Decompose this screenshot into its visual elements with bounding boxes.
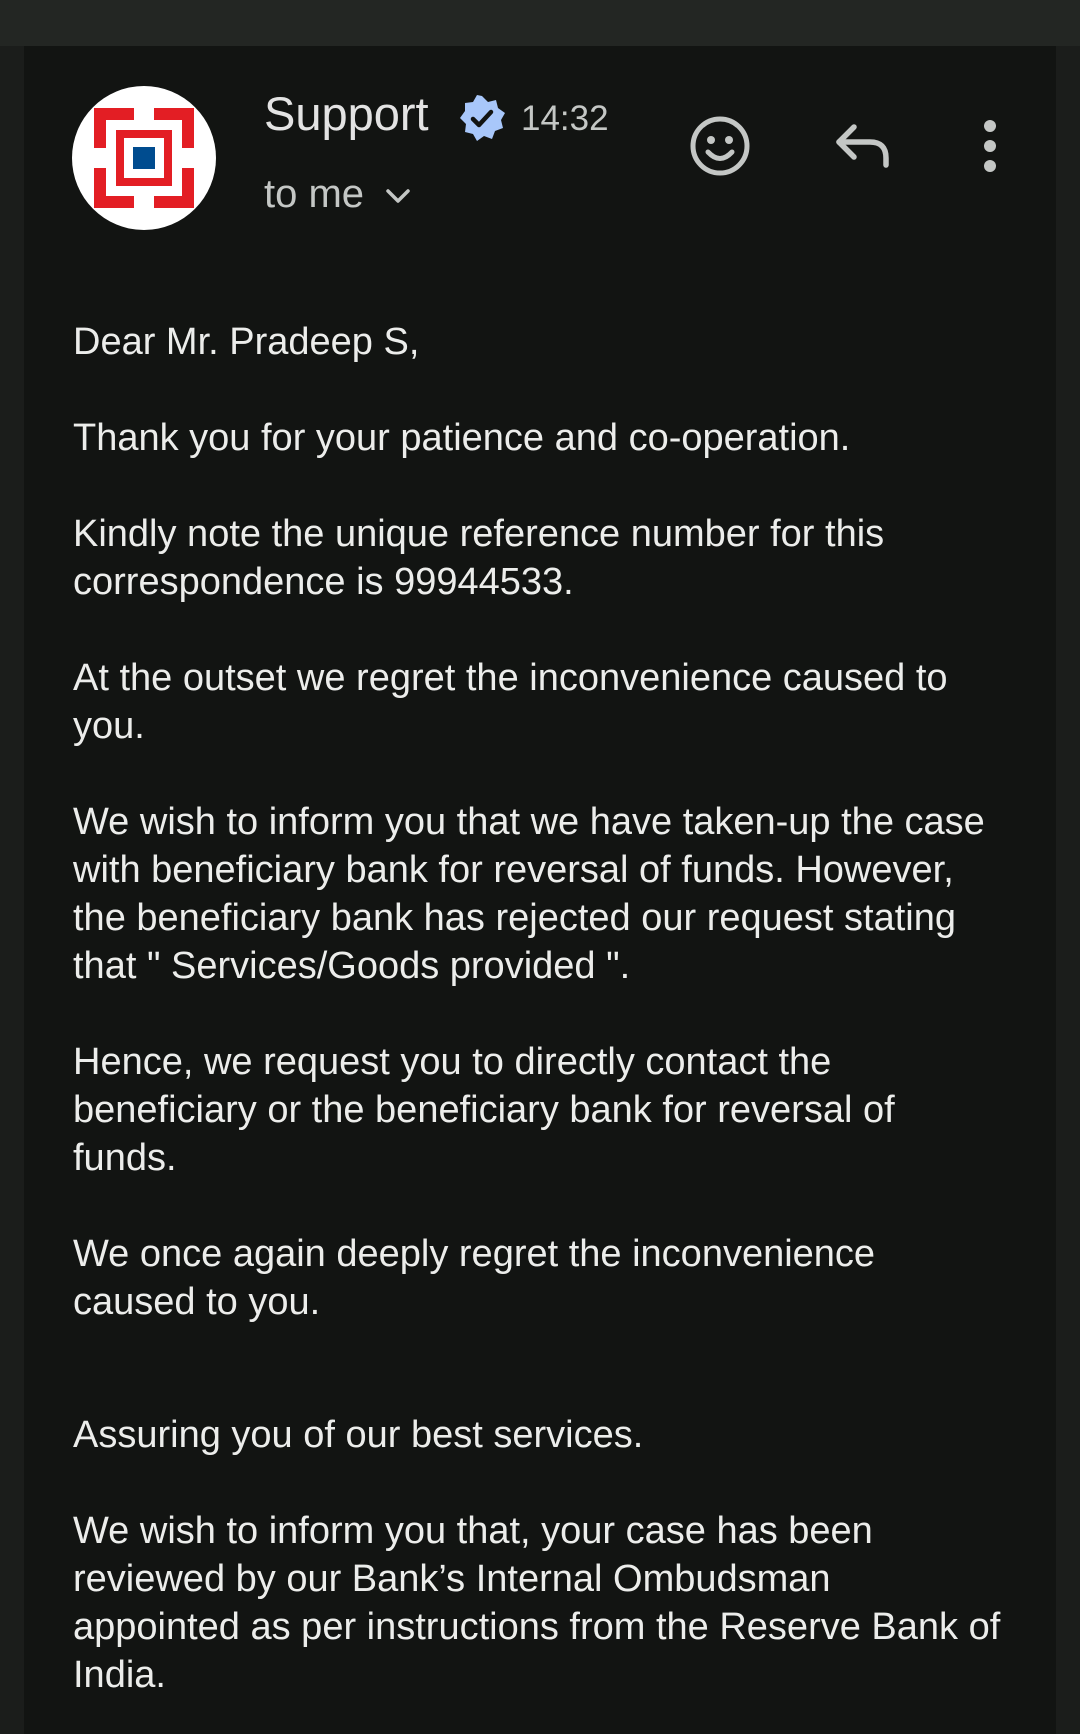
smiley-icon	[689, 115, 751, 177]
reply-button[interactable]	[824, 106, 904, 186]
paragraph-contact-beneficiary: Hence, we request you to directly contact the beneficiary or the beneficiary bank for reversal of funds.	[73, 1041, 895, 1179]
paragraph-regret: At the outset we regret the inconvenience caused to you.	[73, 657, 948, 747]
paragraph-beneficiary-rejection: We wish to inform you that we have taken-up the case with beneficiary bank for reversal of funds. However, the beneficiary bank has rejected our request stating that " Services/Goods provided ".	[73, 801, 985, 987]
paragraph-thanks: Thank you for your patience and co-operation.	[73, 417, 851, 459]
reply-icon	[834, 121, 894, 171]
email-time: 14:32	[521, 99, 609, 138]
paragraph-reference-number: Kindly note the unique reference number for this correspondence is 99944533.	[73, 513, 885, 603]
paragraph-regret-again: We once again deeply regret the inconvenience caused to you.	[73, 1233, 876, 1323]
paragraph-assurance: Assuring you of our best services.	[73, 1414, 644, 1456]
more-options-button[interactable]	[950, 106, 1030, 186]
bank-logo	[94, 108, 194, 208]
top-app-bar	[0, 0, 1080, 46]
recipient-label: to me	[264, 172, 365, 216]
emoji-reaction-button[interactable]	[680, 106, 760, 186]
recipient-details-toggle[interactable]	[264, 170, 412, 218]
paragraph-ombudsman: We wish to inform you that, your case has been reviewed by our Bank’s Internal Ombudsman appointed as per instructions from the Reserve Bank of India.	[73, 1510, 1001, 1696]
sender-avatar[interactable]	[72, 86, 216, 230]
more-vert-icon	[980, 118, 1000, 174]
sender-name[interactable]: Support	[264, 87, 429, 140]
greeting: Dear Mr. Pradeep S,	[73, 321, 420, 363]
chevron-down-icon	[384, 186, 412, 206]
verified-badge-icon	[458, 94, 506, 142]
